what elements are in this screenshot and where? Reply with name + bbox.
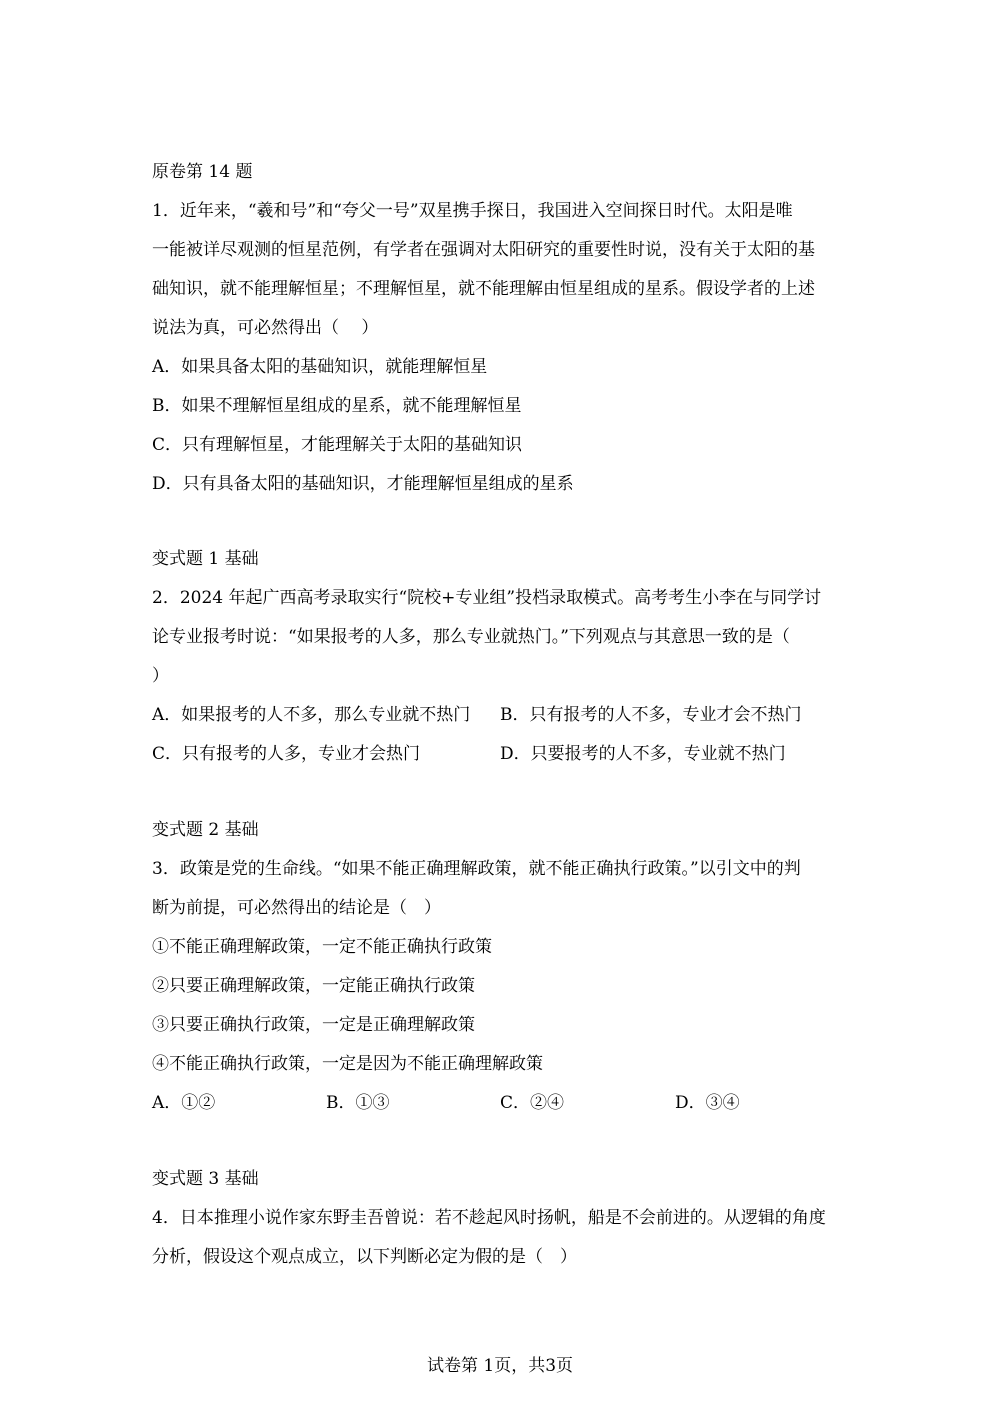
question-2-line: 论专业报考时说：“如果报考的人多，那么专业就热门。”下列观点与其意思一致的是（ [152,627,790,647]
question-1-line: 一能被详尽观测的恒星范例，有学者在强调对太阳研究的重要性时说，没有关于太阳的基 [152,240,815,260]
question-3-statement: ②只要正确理解政策，一定能正确执行政策 [152,976,475,996]
question-1-line: 1．近年来，“羲和号”和“夸父一号”双星携手探日，我国进入空间探日时代。太阳是唯 [152,201,793,221]
question-3-option-b: B．①③ [326,1093,390,1113]
question-3-line: 3．政策是党的生命线。“如果不能正确理解政策，就不能正确执行政策。”以引文中的判 [152,859,801,879]
question-4-line: 4．日本推理小说作家东野圭吾曾说：若不趁起风时扬帆，船是不会前进的。从逻辑的角度 [152,1208,826,1228]
question-1-line: 说法为真，可必然得出（ ） [152,318,379,338]
question-1-option-d: D．只有具备太阳的基础知识，才能理解恒星组成的星系 [152,474,574,494]
question-3-statement: ③只要正确执行政策，一定是正确理解政策 [152,1015,475,1035]
question-1-option-a: A．如果具备太阳的基础知识，就能理解恒星 [152,357,488,377]
page-footer: 试卷第 1页，共3页 [426,1356,574,1376]
question-3-option-d: D．③④ [675,1093,740,1113]
question-2-option-b: B．只有报考的人不多，专业才会不热门 [500,705,802,725]
section-heading: 原卷第 14 题 [152,162,253,182]
section-heading: 变式题 3 基础 [152,1169,259,1189]
question-3-option-c: C．②④ [500,1093,565,1113]
question-3-line: 断为前提，可必然得出的结论是（ ） [152,898,441,918]
question-3-statement: ④不能正确执行政策，一定是因为不能正确理解政策 [152,1054,543,1074]
question-2-line: ） [152,666,169,686]
question-2-option-a: A．如果报考的人不多，那么专业就不热门 [152,705,471,725]
section-heading: 变式题 1 基础 [152,549,259,569]
question-3-statement: ①不能正确理解政策，一定不能正确执行政策 [152,937,492,957]
section-heading: 变式题 2 基础 [152,820,259,840]
question-1-option-b: B．如果不理解恒星组成的星系，就不能理解恒星 [152,396,522,416]
question-1-line: 础知识，就不能理解恒星；不理解恒星，就不能理解由恒星组成的星系。假设学者的上述 [152,279,815,299]
question-2-option-c: C．只有报考的人多，专业才会热门 [152,744,421,764]
question-3-option-a: A．①② [152,1093,216,1113]
question-4-line: 分析，假设这个观点成立，以下判断必定为假的是（ ） [152,1247,577,1267]
question-2-line: 2．2024 年起广西高考录取实行“院校+专业组”投档录取模式。高考考生小李在与同学讨 [152,588,822,608]
question-2-option-d: D．只要报考的人不多，专业就不热门 [500,744,786,764]
question-1-option-c: C．只有理解恒星，才能理解关于太阳的基础知识 [152,435,523,455]
